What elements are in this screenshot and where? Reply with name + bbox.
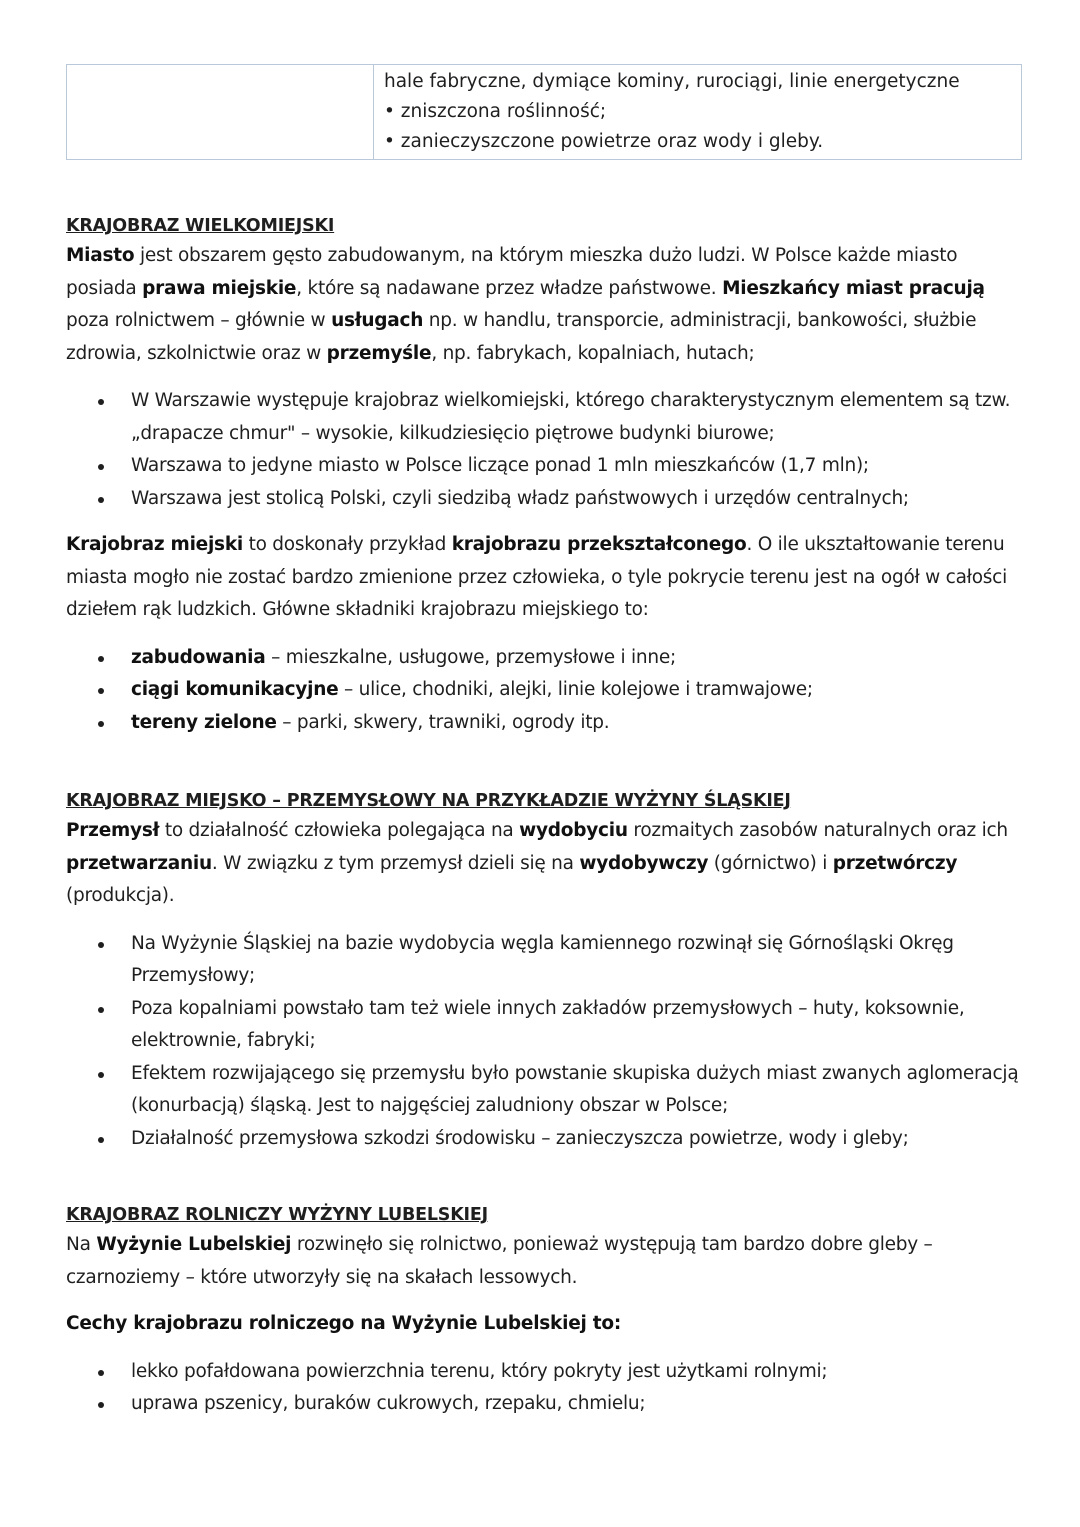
section-agricultural [66, 1200, 1022, 1421]
list-item: Efektem rozwijającego się przemysłu było powstanie skupiska dużych miast zwanych aglomeracją (konurbacją) śląską. Jest to najgęściej zaludniony obszar w Polsce; [66, 1058, 1022, 1123]
list-item: W Warszawie występuje krajobraz wielkomiejski, którego charakterystycznym elementem są tzw. „drapacze chmur" – wysokie, kilkudziesięcio piętrowe budynki biurowe; [66, 385, 1022, 450]
cell-line: • zniszczona roślinność; [384, 101, 607, 122]
bold-text: krajobrazu przekształconego [451, 534, 747, 555]
paragraph-bold [66, 1308, 1022, 1341]
bold-text: Przemysł [66, 820, 160, 841]
cell-line: hale fabryczne, dymiące kominy, rurociągi, linie energetyczne [384, 71, 960, 92]
section-heading: KRAJOBRAZ MIEJSKO – PRZEMYSŁOWY NA PRZYKŁADZIE WYŻYNY ŚLĄSKIEJ [66, 791, 791, 811]
bold-text: usługach [331, 310, 424, 331]
bold-text: prawa miejskie [142, 277, 297, 299]
list-item: Działalność przemysłowa szkodzi środowisku – zanieczyszcza powietrze, wody i gleby; [66, 1123, 1022, 1156]
bullet-list [66, 642, 1022, 740]
paragraph: Przemysł to działalność człowieka polegająca na wydobyciu rozmaitych zasobów naturalnych oraz ich przetwarzaniu. W związku z tym przemysł dzieli się na wydobywczy (górnictwo) i przetwórczy (produkcja). [66, 820, 1008, 906]
list-item: ciągi komunikacyjne – ulice, chodniki, alejki, linie kolejowe i tramwajowe; [66, 674, 1022, 707]
section-urban [66, 211, 1022, 739]
bold-text: Cechy krajobrazu rolniczego na Wyżynie Lubelskiej to: [66, 1313, 621, 1334]
bold-text: przetwarzaniu [66, 852, 212, 874]
bold-text: wydobywczy [579, 852, 709, 874]
cell-line: • zanieczyszczone powietrze oraz wody i gleby. [384, 131, 824, 152]
section-heading: KRAJOBRAZ ROLNICZY WYŻYNY LUBELSKIEJ [66, 1205, 488, 1225]
bold-text: Mieszkańcy miast pracują [722, 277, 985, 299]
bold-text: Krajobraz miejski [66, 534, 243, 555]
bullet-list [66, 928, 1022, 1156]
bold-text: ciągi komunikacyjne [131, 679, 339, 700]
bold-text: zabudowania [131, 646, 266, 668]
landscape-table [66, 64, 1022, 160]
list-item: Warszawa jest stolicą Polski, czyli siedzibą władz państwowych i urzędów centralnych; [66, 483, 1022, 516]
list-item: Warszawa to jedyne miasto w Polsce liczące ponad 1 mln mieszkańców (1,7 mln); [66, 450, 1022, 483]
table-cell-empty [67, 65, 374, 160]
list-item: Na Wyżynie Śląskiej na bazie wydobycia węgla kamiennego rozwinął się Górnośląski Okręg Przemysłowy; [66, 928, 1022, 993]
list-item: tereny zielone – parki, skwery, trawniki, ogrody itp. [66, 707, 1022, 740]
section-heading: KRAJOBRAZ WIELKOMIEJSKI [66, 216, 335, 236]
paragraph: Na Wyżynie Lubelskiej rozwinęło się rolnictwo, ponieważ występują tam bardzo dobre gleby – czarnoziemy – które utworzyły się na skałach lessowych. [66, 1234, 933, 1288]
bold-text: przemyśle [326, 342, 432, 364]
bold-text: przetwórczy [832, 852, 958, 874]
list-item: Poza kopalniami powstało tam też wiele innych zakładów przemysłowych – huty, koksownie, elektrownie, fabryki; [66, 993, 1022, 1058]
bold-text: tereny zielone [131, 711, 277, 733]
table-row [67, 65, 1022, 160]
bullet-list [66, 1356, 1022, 1421]
section-industrial [66, 786, 1022, 1155]
bullet-list [66, 385, 1022, 515]
document-page [66, 64, 1022, 1421]
list-item: zabudowania – mieszkalne, usługowe, przemysłowe i inne; [66, 642, 1022, 675]
table-cell-features [374, 65, 1022, 160]
list-item: lekko pofałdowana powierzchnia terenu, który pokryty jest użytkami rolnymi; [66, 1356, 1022, 1389]
paragraph: Miasto jest obszarem gęsto zabudowanym, na którym mieszka dużo ludzi. W Polsce każde miasto posiada prawa miejskie, które są nadawane przez władze państwowe. Mieszkańcy miast pracują poza rolnictwem – głównie w usługach np. w handlu, transporcie, administracji, bankowości, służbie zdrowia, szkolnictwie oraz w przemyśle, np. fabrykach, kopalniach, hutach; [66, 245, 985, 364]
bold-text: Wyżynie Lubelskiej [96, 1234, 292, 1255]
bold-text: Miasto [66, 245, 135, 266]
bold-text: wydobyciu [519, 820, 628, 841]
paragraph: Krajobraz miejski to doskonały przykład krajobrazu przekształconego. O ile ukształtowanie terenu miasta mogło nie zostać bardzo zmienione przez człowieka, o tyle pokrycie terenu jest na ogół w całości dziełem rąk ludzkich. Główne składniki krajobrazu miejskiego to: [66, 534, 1007, 620]
list-item: uprawa pszenicy, buraków cukrowych, rzepaku, chmielu; [66, 1388, 1022, 1421]
